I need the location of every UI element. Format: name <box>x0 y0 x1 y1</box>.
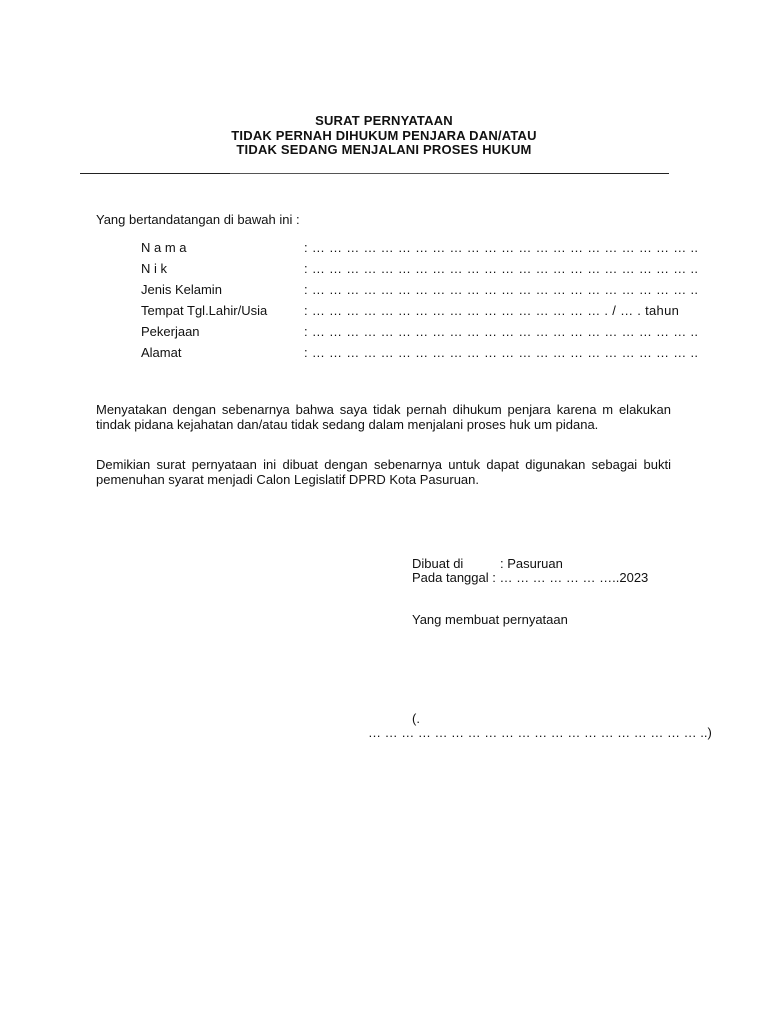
title-divider-left <box>80 173 230 174</box>
field-label: Pekerjaan <box>141 324 200 339</box>
closing-paragraph: Demikian surat pernyataan ini dibuat dengan sebenarnya untuk dapat digunakan sebagai bukti pemenuhan syarat menjadi Calon Legislatif DPRD Kota Pasuruan. <box>96 457 671 487</box>
field-label: N a m a <box>141 240 187 255</box>
field-value: : … … … … … … … … … … … … … … … … … … … … … … .. <box>304 240 699 255</box>
field-label: Tempat Tgl.Lahir/Usia <box>141 303 268 318</box>
signature-name-line: … … … … … … … … … … … … … … … … … … … … ..) <box>368 725 712 740</box>
place-label: Dibuat di <box>412 556 464 571</box>
intro-text: Yang bertandatangan di bawah ini : <box>96 212 300 227</box>
signature-date: Pada tanggal : … … … … … … …..2023 <box>412 570 649 585</box>
field-value: : … … … … … … … … … … … … … … … … … … … … … … .. <box>304 261 699 276</box>
field-value: : … … … … … … … … … … … … … … … … … … … … … … .. <box>304 324 699 339</box>
field-label: Jenis Kelamin <box>141 282 222 297</box>
field-label: N i k <box>141 261 167 276</box>
field-value: : … … … … … … … … … … … … … … … … … . / … . tahun <box>304 303 680 318</box>
signature-place <box>412 556 563 571</box>
title-line-1: SURAT PERNYATAAN <box>315 113 453 128</box>
signature-maker: Yang membuat pernyataan <box>412 612 568 627</box>
field-value: : … … … … … … … … … … … … … … … … … … … … … … .. <box>304 282 699 297</box>
signature-name-open: (. <box>412 711 420 726</box>
title-divider-right <box>520 173 669 174</box>
field-label: Alamat <box>141 345 182 360</box>
statement-paragraph: Menyatakan dengan sebenarnya bahwa saya tidak pernah dihukum penjara karena m elakukan tindak pidana kejahatan dan/atau tidak sedang dalam menjalani proses huk um pidana. <box>96 402 671 432</box>
title-line-2: TIDAK PERNAH DIHUKUM PENJARA DAN/ATAU <box>231 127 537 143</box>
title-line-3: TIDAK SEDANG MENJALANI PROSES HUKUM <box>236 142 532 157</box>
document-title <box>0 114 768 158</box>
title-divider-middle <box>230 173 520 174</box>
place-value: : Pasuruan <box>500 556 563 571</box>
field-value: : … … … … … … … … … … … … … … … … … … … … … … .. <box>304 345 699 360</box>
